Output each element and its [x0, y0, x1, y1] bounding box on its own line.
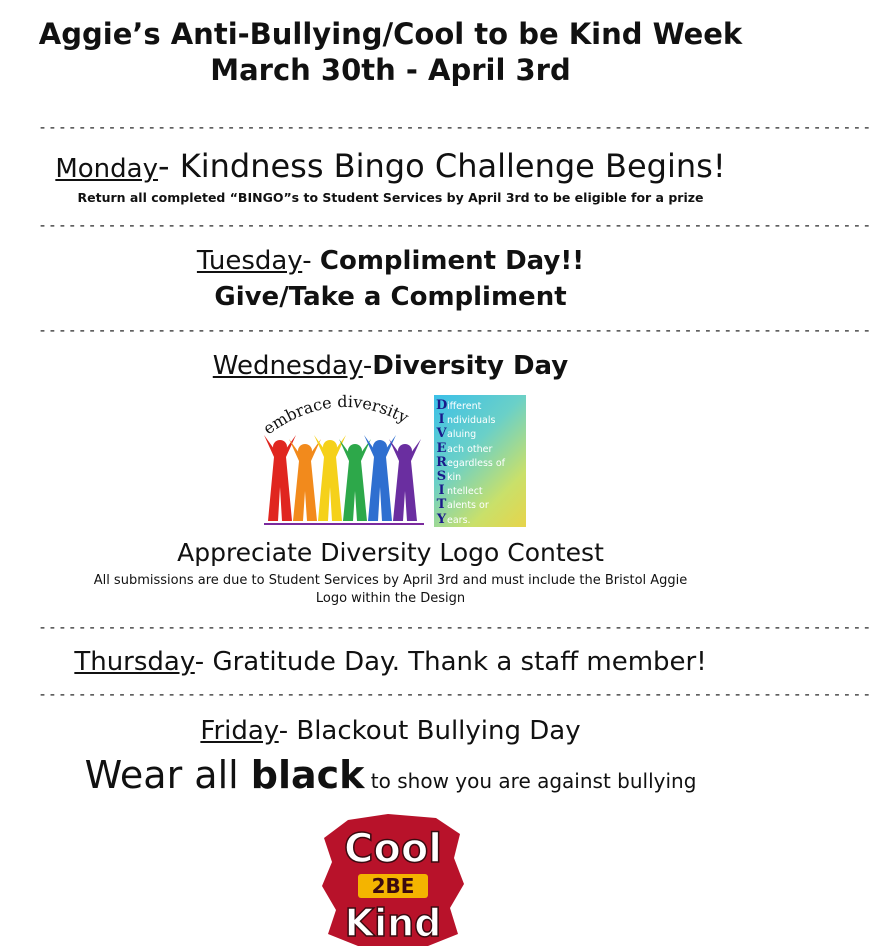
tuesday-day: Tuesday: [196, 246, 303, 276]
wednesday-day: Wednesday: [212, 351, 363, 381]
divider: ------------------------------------------------------------------------------------: [38, 216, 872, 234]
friday-day: Friday: [200, 716, 279, 746]
title-line-2: March 30th - April 3rd: [210, 53, 571, 87]
friday-headline: Blackout Bullying Day: [296, 716, 581, 746]
acrostic-word: kin: [447, 471, 462, 483]
diversity-figure: [364, 435, 396, 521]
friday-heading: [0, 714, 781, 748]
tuesday-sep: -: [302, 246, 320, 276]
diversity-figure: [339, 439, 371, 521]
acrostic-word: ach other: [447, 443, 493, 455]
acrostic-word: ifferent: [447, 401, 482, 412]
cool-to-be-kind-logo: [318, 812, 468, 946]
diversity-figure: [264, 435, 296, 521]
acrostic-letter: T: [436, 497, 447, 513]
tuesday-line2: Give/Take a Compliment: [214, 282, 567, 312]
thursday-heading: [0, 645, 781, 679]
acrostic-row: [436, 440, 505, 454]
acrostic-letter: R: [436, 454, 447, 470]
page-title: [0, 16, 781, 88]
acrostic-word: egardless of: [447, 457, 506, 469]
divider: ------------------------------------------------------------------------------------: [38, 685, 872, 703]
acrostic-word: aluing: [447, 429, 477, 441]
tuesday-heading: [0, 244, 781, 278]
divider: ------------------------------------------------------------------------------------: [38, 321, 872, 339]
acrostic-row: [436, 411, 505, 428]
monday-sep: -: [158, 147, 180, 185]
acrostic-word: alents or: [447, 500, 489, 512]
logo-kind: Kind: [344, 901, 442, 945]
monday-day: Monday: [55, 154, 158, 184]
divider: ------------------------------------------------------------------------------------: [38, 618, 872, 636]
acrostic-word: ears.: [447, 514, 471, 526]
acrostic-row: [436, 482, 505, 499]
acrostic-row: [436, 496, 505, 513]
tuesday-headline: Compliment Day!!: [319, 246, 585, 276]
contest-note-line2: Logo within the Design: [315, 591, 466, 606]
diversity-figure: [389, 439, 421, 521]
embrace-text: embrace diversity: [259, 391, 412, 439]
acrostic-row: [436, 511, 505, 525]
diversity-figure: [289, 439, 321, 521]
logo-2be: 2BE: [371, 874, 415, 898]
logo-cool: Cool: [343, 826, 443, 872]
contest-note: [0, 572, 781, 608]
acrostic-letter: I: [438, 483, 445, 499]
thursday-sep: -: [194, 647, 213, 677]
acrostic-letter: V: [436, 426, 447, 442]
wednesday-heading: [0, 349, 781, 383]
wear-black: black: [250, 753, 365, 797]
contest-title: Appreciate Diversity Logo Contest: [177, 538, 604, 567]
acrostic-letter: E: [436, 440, 447, 456]
acrostic-letter: I: [438, 412, 445, 428]
acrostic-row: [436, 425, 505, 442]
embrace-diversity-image: [258, 385, 428, 527]
acrostic-row: [436, 454, 505, 468]
wednesday-headline: Diversity Day: [372, 351, 569, 381]
acrostic-row: [436, 468, 505, 482]
acrostic-letter: D: [436, 398, 448, 413]
diversity-figure: [314, 435, 346, 521]
monday-heading: [0, 145, 781, 190]
acrostic-letter: S: [436, 468, 447, 484]
acrostic-letter: Y: [436, 511, 447, 527]
acrostic-word: ndividuals: [447, 415, 496, 427]
divider: ------------------------------------------------------------------------------------: [38, 118, 872, 136]
acrostic-word: ntellect: [447, 486, 483, 498]
wear-all: Wear all: [84, 753, 251, 797]
acrostic-row: [436, 397, 505, 411]
monday-note: Return all completed “BINGO”s to Student Services by April 3rd to be eligible for a prize: [77, 190, 704, 205]
diversity-acrostic: [434, 395, 526, 527]
thursday-day: Thursday: [74, 647, 195, 677]
thursday-headline: Gratitude Day. Thank a staff member!: [212, 647, 707, 677]
title-line-1: Aggie’s Anti-Bullying/Cool to be Kind Week: [38, 17, 743, 51]
friday-wear-line: [0, 752, 781, 806]
wednesday-sep: -: [362, 351, 373, 381]
monday-headline: Kindness Bingo Challenge Begins!: [179, 147, 726, 185]
wear-rest: to show you are against bullying: [364, 769, 697, 793]
contest-note-line1: All submissions are due to Student Services by April 3rd and must include the Bristol Aggie: [93, 573, 688, 588]
friday-sep: -: [278, 716, 297, 746]
